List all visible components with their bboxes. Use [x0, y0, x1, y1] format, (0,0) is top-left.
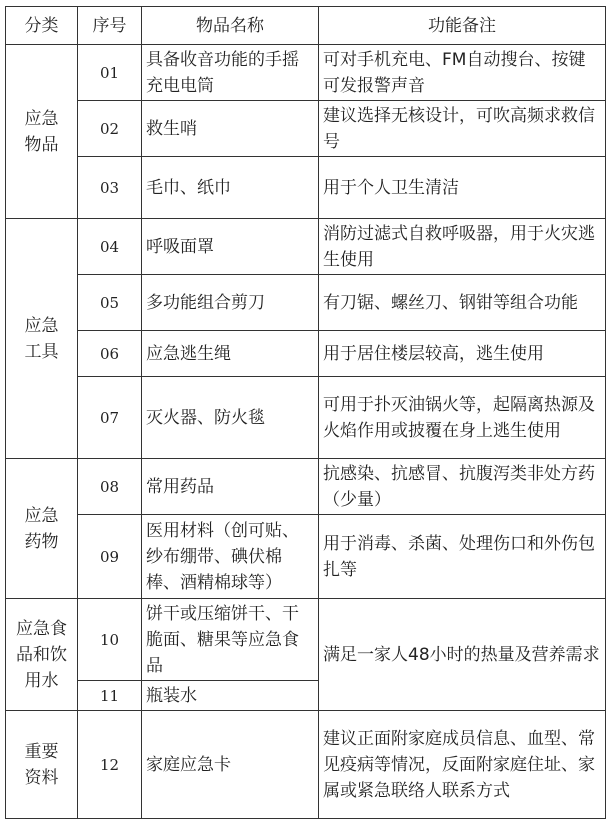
item-name: 灭火器、防火毯: [142, 377, 319, 459]
header-notes: 功能备注: [319, 7, 606, 45]
header-row: [6, 7, 606, 45]
item-name: 医用材料（创可贴、纱布绷带、碘伏棉棒、酒精棉球等）: [142, 515, 319, 599]
item-name: 饼干或压缩饼干、干脆面、糖果等应急食品: [142, 599, 319, 681]
item-name: 多功能组合剪刀: [142, 275, 319, 331]
table-row: [6, 331, 606, 377]
item-name: 瓶装水: [142, 681, 319, 711]
category-cell: 重要资料: [6, 711, 78, 819]
item-note: 满足一家人48小时的热量及营养需求: [319, 599, 606, 711]
item-note: 建议选择无核设计，可吹高频求救信号: [319, 101, 606, 157]
category-cell: 应急药物: [6, 459, 78, 599]
table-row: [6, 711, 606, 819]
header-category: 分类: [6, 7, 78, 45]
item-note: 用于消毒、杀菌、处理伤口和外伤包扎等: [319, 515, 606, 599]
row-number: 02: [78, 101, 142, 157]
item-note: 建议正面附家庭成员信息、血型、常见疫病等情况，反面附家庭住址、家属或紧急联络人联系方式: [319, 711, 606, 819]
item-name: 家庭应急卡: [142, 711, 319, 819]
table-row: [6, 377, 606, 459]
table-row: [6, 101, 606, 157]
row-number: 09: [78, 515, 142, 599]
item-note: 用于居住楼层较高，逃生使用: [319, 331, 606, 377]
table-row: [6, 599, 606, 681]
header-number: 序号: [78, 7, 142, 45]
header-item-name: 物品名称: [142, 7, 319, 45]
category-cell: 应急食品和饮用水: [6, 599, 78, 711]
category-cell: 应急物品: [6, 45, 78, 219]
item-note: 抗感染、抗感冒、抗腹泻类非处方药（少量）: [319, 459, 606, 515]
item-note: 用于个人卫生清洁: [319, 157, 606, 219]
emergency-supplies-table: [5, 6, 606, 819]
table-row: [6, 459, 606, 515]
item-name: 具备收音功能的手摇充电电筒: [142, 45, 319, 101]
row-number: 07: [78, 377, 142, 459]
category-cell: 应急工具: [6, 219, 78, 459]
table-row: [6, 515, 606, 599]
item-name: 应急逃生绳: [142, 331, 319, 377]
table-row: [6, 219, 606, 275]
row-number: 01: [78, 45, 142, 101]
row-number: 08: [78, 459, 142, 515]
table-row: [6, 275, 606, 331]
item-note: 可对手机充电、FM自动搜台、按键可发报警声音: [319, 45, 606, 101]
row-number: 03: [78, 157, 142, 219]
item-note: 有刀锯、螺丝刀、钢钳等组合功能: [319, 275, 606, 331]
row-number: 05: [78, 275, 142, 331]
item-name: 毛巾、纸巾: [142, 157, 319, 219]
row-number: 12: [78, 711, 142, 819]
item-note: 消防过滤式自救呼吸器，用于火灾逃生使用: [319, 219, 606, 275]
row-number: 11: [78, 681, 142, 711]
table-row: [6, 45, 606, 101]
row-number: 10: [78, 599, 142, 681]
table-row: [6, 157, 606, 219]
item-name: 呼吸面罩: [142, 219, 319, 275]
row-number: 06: [78, 331, 142, 377]
row-number: 04: [78, 219, 142, 275]
item-note: 可用于扑灭油锅火等，起隔离热源及火焰作用或披覆在身上逃生使用: [319, 377, 606, 459]
item-name: 常用药品: [142, 459, 319, 515]
item-name: 救生哨: [142, 101, 319, 157]
